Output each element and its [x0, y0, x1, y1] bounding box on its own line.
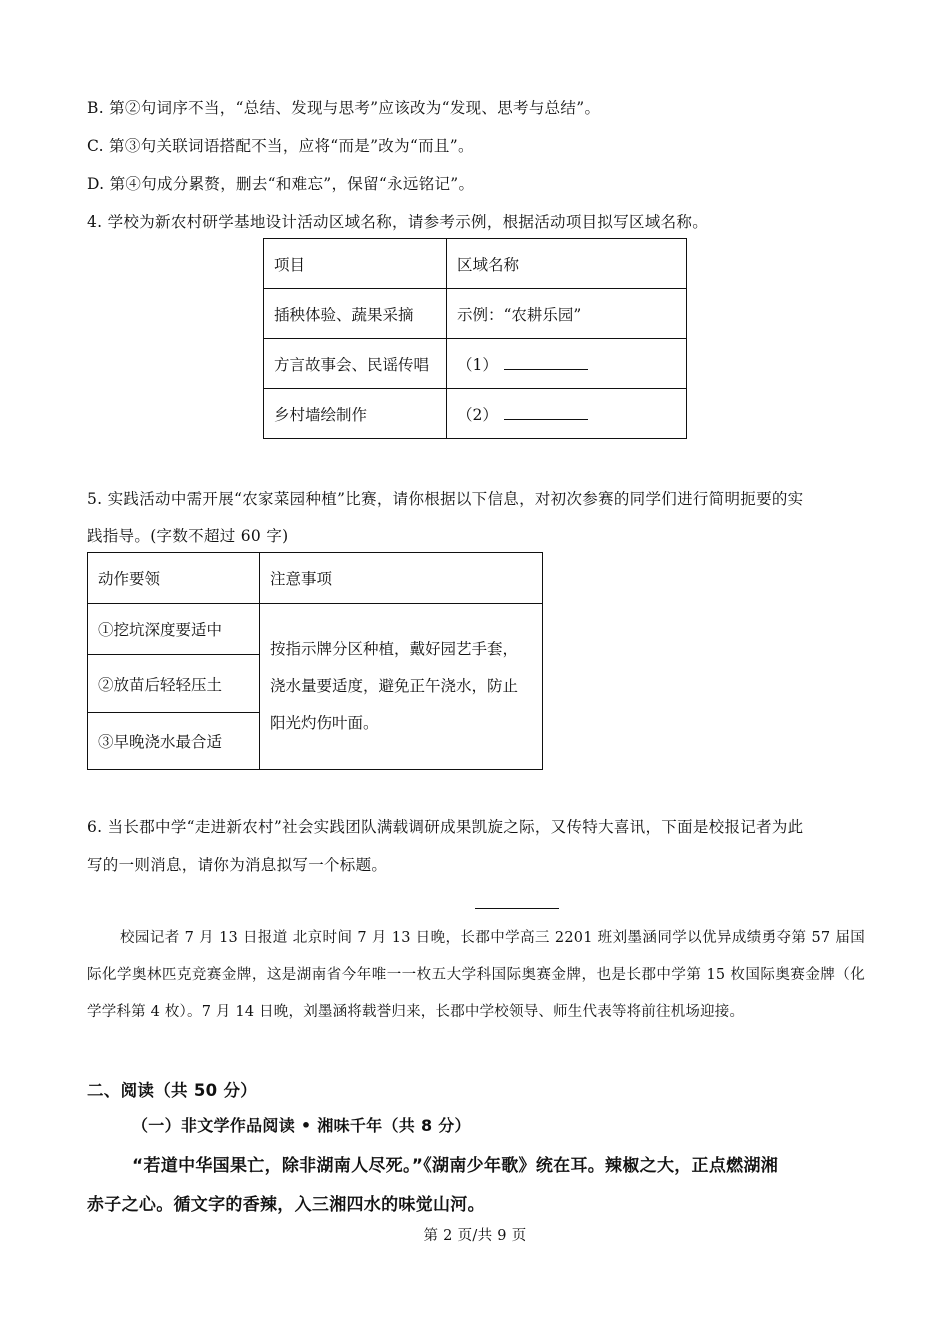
q4-row1-name: 示例：“农耕乐园” [447, 289, 687, 339]
q4-row3-item: 乡村墙绘制作 [264, 389, 447, 439]
q5-notes-line3: 阳光灼伤叶面。 [270, 714, 379, 732]
option-b: B. 第②句词序不当，“总结、发现与思考”应该改为“发现、思考与总结”。 [87, 99, 601, 117]
answer-blank-1[interactable] [504, 355, 588, 370]
q4-row3-cell [447, 389, 687, 439]
q4-prompt: 4. 学校为新农村研学基地设计活动区域名称，请参考示例，根据活动项目拟写区域名称。 [87, 213, 709, 231]
option-d: D. 第④句成分累赘，删去“和难忘”，保留“永远铭记”。 [87, 175, 475, 193]
answer-blank-2[interactable] [504, 405, 588, 420]
q4-row2-item: 方言故事会、民谣传唱 [264, 339, 447, 389]
q5-header-action: 动作要领 [88, 553, 260, 604]
intro-line2: 赤子之心。循文字的香辣，入三湘四水的味觉山河。 [87, 1195, 485, 1215]
q5-notes-cell [260, 604, 543, 770]
q5-notes-line2: 浇水量要适度，避免正午浇水，防止 [270, 677, 519, 695]
q5-action-1: ①挖坑深度要适中 [88, 604, 260, 655]
subsection-heading: （一）非文学作品阅读 • 湘味千年（共 8 分） [132, 1116, 471, 1135]
title-answer-blank[interactable] [475, 908, 559, 909]
q5-table [87, 552, 543, 770]
q4-header-name: 区域名称 [447, 239, 687, 289]
q4-table [263, 238, 687, 439]
q5-prompt-line1: 5. 实践活动中需开展“农家菜园种植”比赛，请你根据以下信息，对初次参赛的同学们进行简明扼要的实 [87, 490, 804, 508]
page-footer: 第 2 页/共 9 页 [423, 1228, 527, 1244]
news-report: 校园记者 7 月 13 日报道 北京时间 7 月 13 日晚，长郡中学高三 2201 班刘墨涵同学以优异成绩勇夺第 57 届国际化学奥林匹克竞赛金牌，这是湖南省今年唯一一枚五大学科国际奥赛金牌，也是长郡中学第 15 枚国际奥赛金牌（化学学科第 4 枚）。7 月 14 日晚，刘墨涵将载誉归来，长郡中学校领导、师生代表等将前往机场迎接。 [87, 930, 865, 1020]
q4-row2-name: （1） [457, 355, 498, 374]
q5-header-notes: 注意事项 [260, 553, 543, 604]
q5-notes-line1: 按指示牌分区种植，戴好园艺手套， [270, 640, 519, 658]
q4-row1-item: 插秧体验、蔬果采摘 [264, 289, 447, 339]
q4-row3-name: （2） [457, 405, 498, 424]
q5-prompt-line2: 践指导。(字数不超过 60 字) [87, 527, 289, 545]
intro-line1: “若道中华国果亡，除非湖南人尽死。”《湖南少年歌》统在耳。辣椒之大，正点燃湖湘 [132, 1156, 779, 1176]
q6-prompt-line2: 写的一则消息，请你为消息拟写一个标题。 [87, 856, 388, 874]
q4-header-item: 项目 [264, 239, 447, 289]
option-c: C. 第③句关联词语搭配不当，应将“而是”改为“而且”。 [87, 137, 474, 155]
q6-prompt-line1: 6. 当长郡中学“走进新农村”社会实践团队满载调研成果凯旋之际，又传特大喜讯，下面是校报记者为此 [87, 818, 804, 836]
section-heading: 二、阅读（共 50 分） [87, 1081, 258, 1100]
q5-action-2: ②放苗后轻轻压土 [88, 655, 260, 713]
q5-action-3: ③早晚浇水最合适 [88, 713, 260, 770]
q4-row2-cell [447, 339, 687, 389]
